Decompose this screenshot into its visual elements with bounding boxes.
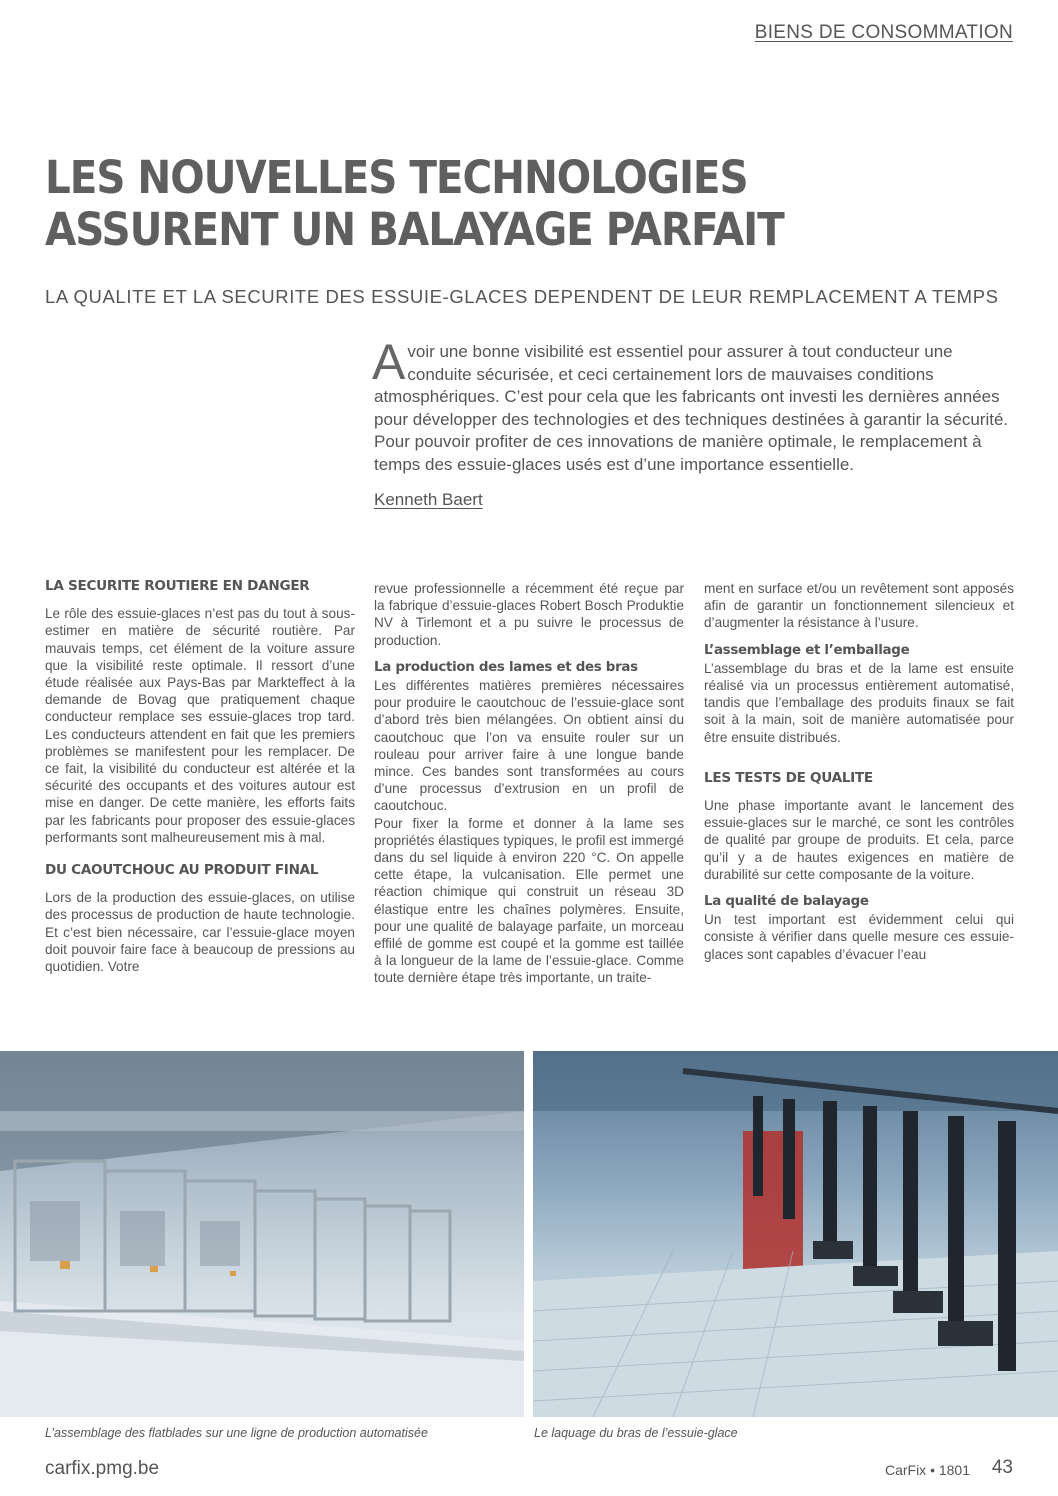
heading-securite-routiere: LA SECURITE ROUTIERE EN DANGER	[45, 578, 310, 594]
painting-line-illustration	[533, 1051, 1058, 1417]
paragraph: L’assemblage du bras et de la lame est ensuite réalisé via un processus entièrement automatisé, tandis que l’emballage des produits finaux se fait soit à la main, soit de manière automatisée pour être ensuite distribués.	[704, 660, 1014, 745]
text-column-3	[704, 580, 1014, 963]
footer-magazine-issue: CarFix • 1801	[884, 1462, 970, 1478]
article-title	[45, 152, 927, 256]
page-number: 43	[991, 1457, 1013, 1478]
dropcap-letter: A	[372, 334, 406, 390]
paragraph: Le rôle des essuie-glaces n’est pas du tout à sous-estimer en matière de sécurité routière. Par mauvais temps, cet élément de la voiture assure que la visibilité reste optimale. Il ressort d’une étude réalisée aux Pays-Bas par Markteffect à la demande de Bovag que pratiquement chaque conducteur remplace ses essuie-glaces trop tard. Les conducteurs attendent en fait que les premiers problèmes se manifestent pour les remplacer. De ce fait, la visibilité du conducteur est altérée et la sécurité des occupants et des voitures autour est mise en danger. De cette manière, les efforts faits par les fabricants pour proposer des essuie-glaces performants sont malheureusement mis à mal.	[45, 606, 355, 845]
subheading-assemblage: L’assemblage et l’emballage	[704, 642, 910, 658]
heading-tests-qualite: LES TESTS DE QUALITE	[704, 769, 873, 786]
paragraph: Lors de la production des essuie-glaces, on utilise des processus de production de haute technologie. Et c’est bien nécessaire, car l’essuie-glace moyen doit pouvoir faire face à beaucoup de pressions au quotidien. Votre	[45, 890, 355, 975]
paragraph: Un test important est évidemment celui qui consiste à vérifier dans quelle mesure ces essuie-glaces sont capables d’évacuer l’eau	[704, 912, 1014, 962]
subheading-production-lames: La production des lames et des bras	[374, 659, 638, 675]
production-line-illustration	[0, 1051, 524, 1417]
title-line-2: ASSURENT UN BALAYAGE PARFAIT	[45, 203, 784, 256]
paragraph: ment en surface et/ou un revêtement sont apposés afin de garantir un fonctionnement silencieux et d’augmenter la résistance à l’usure.	[704, 581, 1014, 631]
author-byline: Kenneth Baert	[374, 490, 483, 509]
paragraph: Les différentes matières premières nécessaires pour produire le caoutchouc de l’essuie-glace sont d’abord très bien mélangées. On obtient ainsi du caoutchouc que l’on va ensuite rouler sur un rouleau pour arriver faire à une longue bande mince. Ces bandes sont transformées au cours d’une processus d’extrusion en un profil de caoutchouc.	[374, 678, 684, 814]
caption-photo-1: L’assemblage des flatblades sur une ligne de production automatisée	[45, 1426, 428, 1440]
article-subtitle: LA QUALITE ET LA SECURITE DES ESSUIE-GLACES DEPENDENT DE LEUR REMPLACEMENT A TEMPS	[45, 286, 999, 307]
intro-text: voir une bonne visibilité est essentiel pour assurer à tout conducteur une conduite sécurisée, et ceci certainement lors de mauvaises conditions atmosphériques. C’est pour cela que les fabricants ont investi les dernières années pour développer des technologies et des techniques destinées à garantir la sécurité. Pour pouvoir profiter de ces innovations de manière optimale, le remplacement à temps des essuie-glaces usés est d’une importance essentielle.	[374, 342, 1009, 474]
text-column-1	[45, 578, 355, 975]
paragraph: revue professionnelle a récemment été reçue par la fabrique d’essuie-glaces Robert Bosch Produktie NV à Tirlemont et a pu suivre le processus de production.	[374, 581, 684, 648]
title-line-1: LES NOUVELLES TECHNOLOGIES	[45, 151, 748, 204]
paragraph: Pour fixer la forme et donner à la lame ses propriétés élastiques typiques, le profil est immergé dans du sel liquide à environ 220 °C. On appelle cette étape, la vulcanisation. Elle permet une réaction chimique qui construit un réseau 3D élastique entre les chaînes polymères. Ensuite, pour une qualité de balayage parfaite, un morceau effilé de gomme est coupé et la gomme est taillée à la longueur de la lame de l’essuie-glace. Comme toute dernière étape très importante, un traite-	[374, 815, 684, 986]
paragraph: Une phase importante avant le lancement des essuie-glaces sur le marché, ce sont les contrôles de qualité par groupe de produits. Et cela, parce qu’il y a de hautes exigences en matière de durabilité sur cette composante de la voiture.	[704, 798, 1014, 882]
heading-caoutchouc: DU CAOUTCHOUC AU PRODUIT FINAL	[45, 862, 319, 879]
footer-website-link[interactable]: carfix.pmg.be	[45, 1458, 160, 1479]
subheading-qualite-balayage: La qualité de balayage	[704, 894, 869, 910]
section-tag: BIENS DE CONSOMMATION	[754, 22, 1013, 43]
photo-production-line	[0, 1051, 524, 1417]
text-column-2	[374, 580, 684, 987]
photo-painting-arms	[533, 1051, 1058, 1417]
caption-photo-2: Le laquage du bras de l’essuie-glace	[534, 1426, 738, 1440]
intro-paragraph	[372, 334, 1014, 477]
